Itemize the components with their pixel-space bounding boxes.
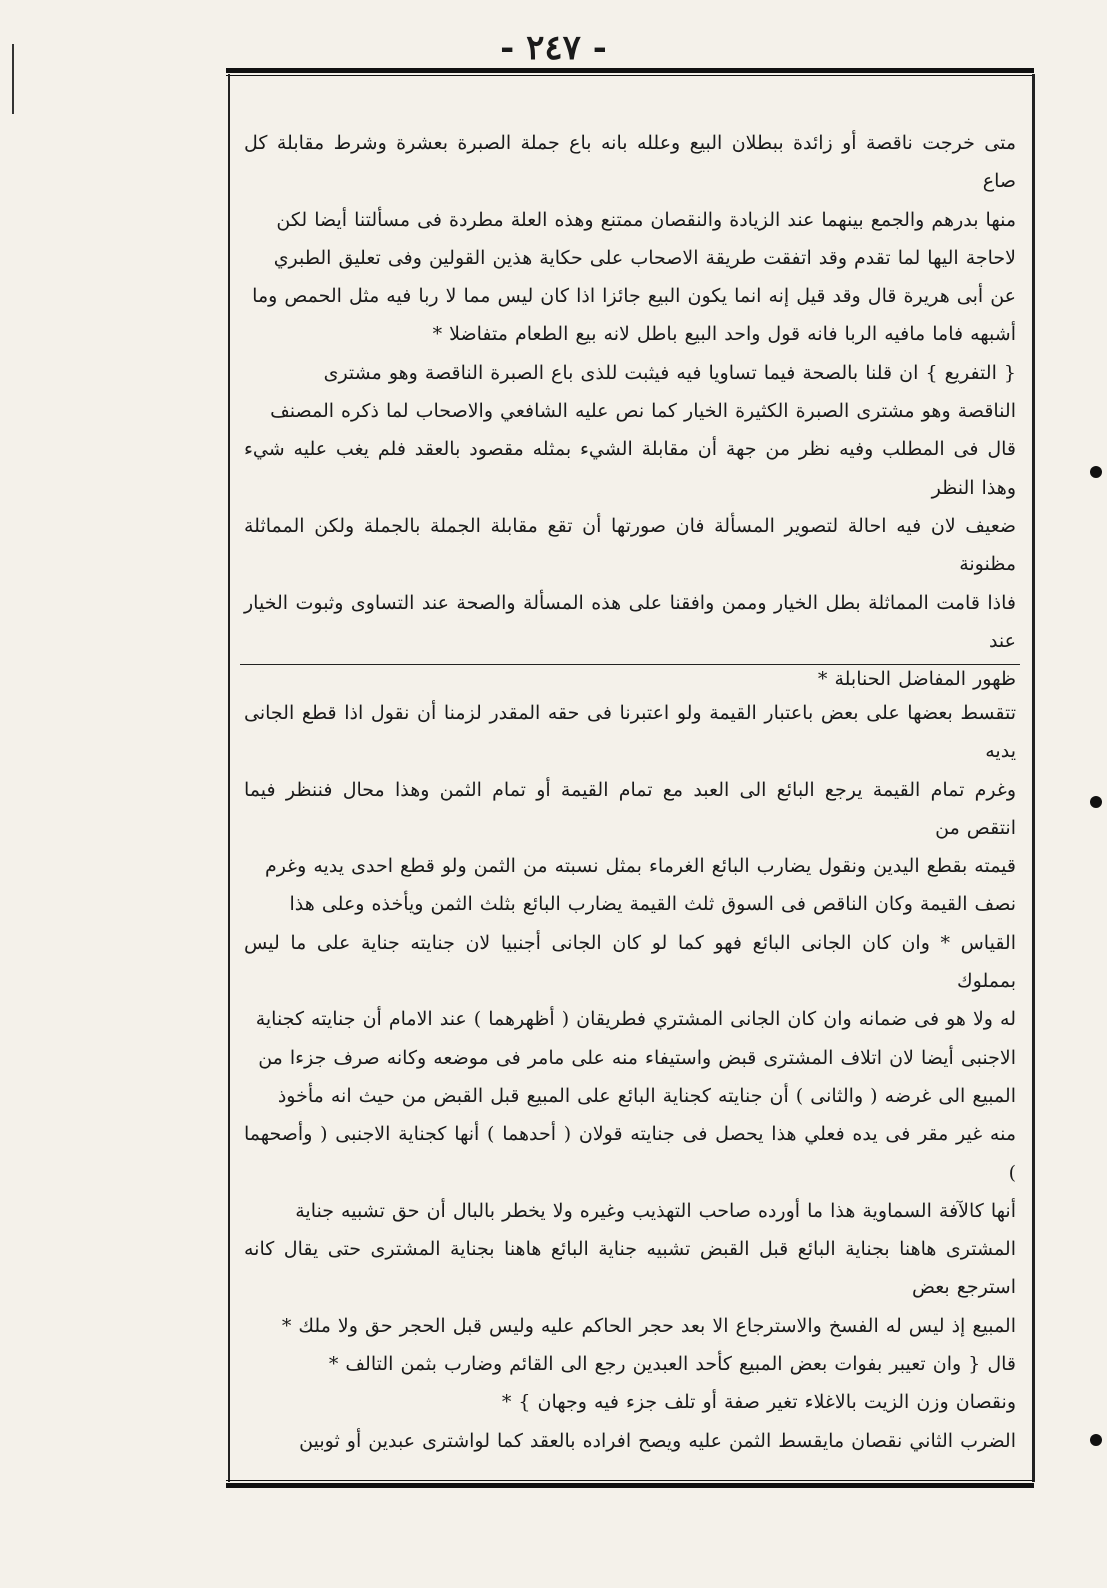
text-line: أنها كالآفة السماوية هذا ما أورده صاحب التهذيب وغيره ولا يخطر بالبال أن حق تشبيه جناية — [295, 1199, 1016, 1222]
text-line: الناقصة وهو مشترى الصبرة الكثيرة الخيار كما نص عليه الشافعي والاصحاب لما ذكره المصنف — [270, 400, 1016, 423]
bottom-double-rule — [226, 1480, 1034, 1488]
text-line: المشترى هاهنا بجناية البائع قبل القبض تشبيه جناية البائع هاهنا بجناية المشترى حتى يقال كانه استرجع بعض — [244, 1238, 1016, 1299]
text-line: وغرم تمام القيمة يرجع البائع الى العبد مع تمام القيمة أو تمام الثمن وهذا محال فننظر فيما انتقص من — [244, 778, 1016, 839]
text-line: المبيع إذ ليس له الفسخ والاسترجاع الا بعد حجر الحاكم عليه وليس قبل الحجر حق ولا ملك * — [281, 1314, 1016, 1337]
text-line: القياس * وان كان الجانى البائع فهو كما لو كان الجانى أجنبيا لان جنايته جناية على ما ليس بمملوك — [244, 931, 1016, 993]
text-line: الاجنبى أيضا لان اتلاف المشترى قبض واستيفاء منه على مامر فى موضعه وكانه صرف جزءا من — [258, 1046, 1016, 1069]
text-line: منها بدرهم والجمع بينهما عند الزيادة والنقصان ممتنع وهذه العلة مطردة فى مسألتنا أيضا لكن — [276, 208, 1016, 231]
text-line: له ولا هو فى ضمانه وان كان الجانى المشتري فطريقان ( أظهرهما ) عند الامام أن جنايته كجناية — [255, 1008, 1016, 1031]
margin-dot — [1090, 796, 1102, 808]
text-line: قال فى المطلب وفيه نظر من جهة أن مقابلة الشيء بمثله مقصود بالعقد فلم يغب عليه شيء وهذا النظر — [244, 438, 1016, 499]
text-line: ظهور المفاضل الحنابلة * — [817, 668, 1016, 691]
section-divider — [240, 664, 1020, 665]
text-line: { التفريع } ان قلنا بالصحة فيما تساويا فيه فيثبت للذى باع الصبرة الناقصة وهو مشترى — [323, 361, 1016, 384]
lower-text-section — [244, 694, 1016, 1460]
text-line: منه غير مقر فى يده فعلي هذا يحصل فى جنايته قولان ( أحدهما ) أنها كجناية الاجنبى ( وأصحهما ) — [244, 1123, 1016, 1184]
page-number: - ٢٤٧ - — [500, 28, 607, 68]
text-line: ضعيف لان فيه احالة لتصوير المسألة فان صورتها أن تقع مقابلة الجملة بالجملة ولكن المماثلة مظنونة — [244, 514, 1016, 576]
text-line: تتقسط بعضها على بعض باعتبار القيمة ولو اعتبرنا فى حقه المقدر لزمنا أن نقول اذا قطع الجانى يديه — [244, 702, 1016, 763]
text-line: قال { وان تعيبر بفوات بعض المبيع كأحد العبدين رجع الى القائم وضارب بثمن التالف * — [328, 1353, 1016, 1376]
text-line: المبيع الى غرضه ( والثانى ) أن جنايته كجناية البائع على المبيع قبل القبض من حيث انه مأخوذ — [277, 1084, 1016, 1107]
text-line: قيمته بقطع اليدين ونقول يضارب البائع الغرماء بمثل نسبته من الثمن ولو قطع احدى يديه وغرم — [264, 855, 1016, 878]
text-line: أشبهه فاما مافيه الربا فانه قول واحد البيع باطل لانه بيع الطعام متفاضلا * — [432, 323, 1016, 346]
text-line: لاحاجة اليها لما تقدم وقد اتفقت طريقة الاصحاب على حكاية هذين القولين وفى تعليق الطبري — [273, 246, 1016, 269]
text-line: عن أبى هريرة قال وقد قيل إنه انما يكون البيع جائزا اذا كان ليس مما لا ربا فيه مثل الحمص وما — [252, 285, 1016, 308]
margin-dot — [1090, 466, 1102, 478]
text-line: متى خرجت ناقصة أو زائدة ببطلان البيع وعلله بانه باع جملة الصبرة بعشرة وشرط مقابلة كل صاع — [244, 132, 1016, 193]
text-line: ونقصان وزن الزيت بالاغلاء تغير صفة أو تلف جزء فيه وجهان } * — [501, 1391, 1016, 1414]
text-line: نصف القيمة وكان الناقص فى السوق ثلث القيمة يضارب البائع بثلث الثمن ويأخذه وعلى هذا — [289, 893, 1016, 916]
upper-text-section — [244, 124, 1016, 698]
text-line: فاذا قامت المماثلة بطل الخيار وممن وافقنا على هذه المسألة والصحة عند التساوى وثبوت الخيار عند — [244, 591, 1016, 652]
text-line: الضرب الثاني نقصان مايقسط الثمن عليه ويصح افراده بالعقد كما لواشترى عبدين أو ثوبين — [299, 1429, 1016, 1452]
margin-dot — [1090, 1434, 1102, 1446]
